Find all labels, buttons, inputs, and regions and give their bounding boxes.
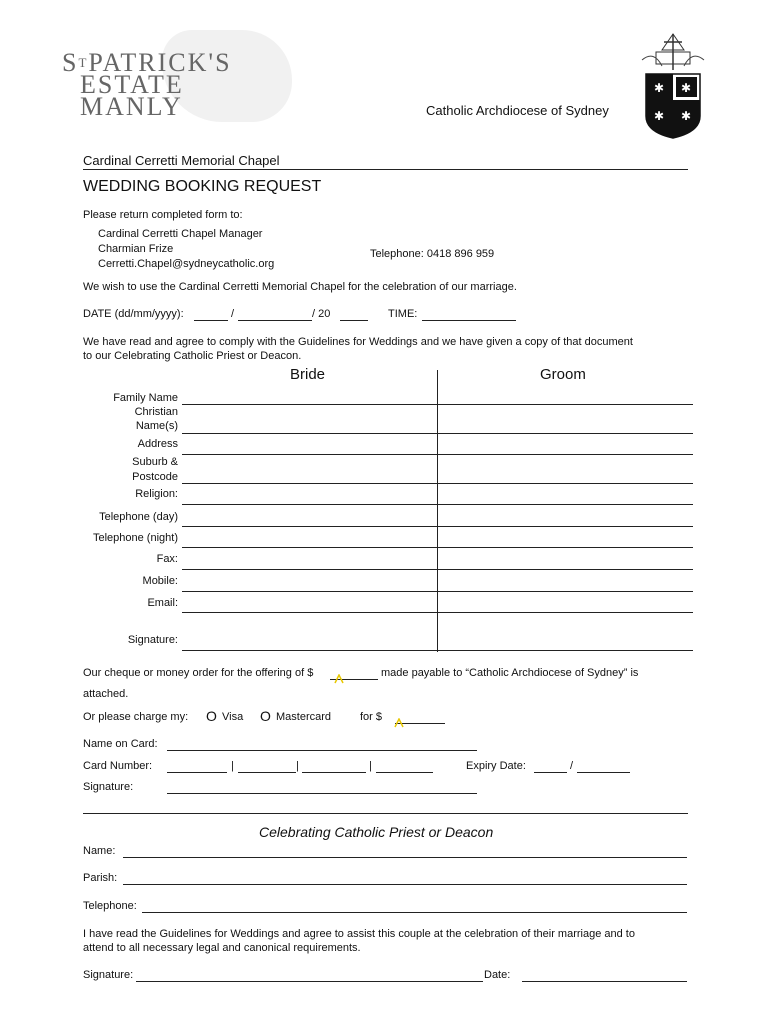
label-signature: Signature:	[127, 634, 178, 646]
fax-field[interactable]	[182, 569, 693, 570]
tel-night-field[interactable]	[182, 547, 693, 548]
label-mobile: Mobile:	[142, 575, 178, 587]
return-telephone: Telephone: 0418 896 959	[370, 248, 495, 260]
priest-signature-field[interactable]	[136, 981, 483, 982]
name-on-card-field[interactable]	[167, 750, 477, 751]
priest-signature-label: Signature:	[83, 969, 134, 981]
mobile-field[interactable]	[182, 591, 693, 592]
charge-label: Or please charge my:	[83, 711, 189, 723]
chapel-name: Cardinal Cerretti Memorial Chapel	[83, 153, 280, 168]
family-name-field[interactable]	[182, 404, 693, 405]
priest-statement-1: I have read the Guidelines for Weddings and agree to assist this couple at the celebration of their marriage and to	[83, 928, 635, 940]
time-field[interactable]	[422, 320, 516, 321]
priest-telephone-label: Telephone:	[83, 900, 137, 912]
suburb-postcode-field[interactable]	[182, 483, 693, 484]
label-postcode: Postcode	[132, 471, 178, 483]
religion-field[interactable]	[182, 504, 693, 505]
visa-label: Visa	[222, 711, 244, 723]
card-signature-label: Signature:	[83, 781, 134, 793]
visa-radio[interactable]: O	[206, 708, 217, 724]
marker-icon	[394, 715, 404, 725]
card-separator: |	[231, 760, 234, 772]
priest-heading: Celebrating Catholic Priest or Deacon	[259, 824, 494, 840]
address-field[interactable]	[182, 454, 693, 455]
parish-field[interactable]	[123, 884, 687, 885]
agreement-line-1: We have read and agree to comply with the Guidelines for Weddings and we have given a copy of that document	[83, 336, 633, 348]
date-day-field[interactable]	[194, 320, 228, 321]
date-label: DATE (dd/mm/yyyy):	[83, 308, 184, 320]
logo-line-2: ESTATE	[80, 70, 184, 99]
archdiocese-crest-icon	[634, 30, 712, 142]
label-christian: Christian	[134, 406, 178, 418]
header-rule	[83, 169, 688, 170]
attached-text: attached.	[83, 688, 129, 700]
label-suburb: Suburb &	[132, 456, 178, 468]
groom-heading: Groom	[540, 366, 586, 383]
date-year-field[interactable]	[340, 320, 368, 321]
priest-statement-2: attend to all necessary legal and canonical requirements.	[83, 942, 361, 954]
mastercard-label: Mastercard	[276, 711, 332, 723]
charge-amount-label: for $	[360, 711, 383, 723]
priest-telephone-field[interactable]	[142, 912, 687, 913]
column-divider	[437, 370, 438, 652]
svg-text:✱: ✱	[680, 109, 692, 123]
email-field[interactable]	[182, 612, 693, 613]
parish-label: Parish:	[83, 872, 118, 884]
svg-text:✱: ✱	[680, 81, 692, 95]
form-title: WEDDING BOOKING REQUEST	[83, 178, 322, 195]
cheque-text-1: Our cheque or money order for the offering of $	[83, 667, 314, 679]
tel-day-field[interactable]	[182, 526, 693, 527]
return-recipient: Cardinal Cerretti Chapel Manager	[98, 228, 263, 240]
label-address: Address	[137, 438, 178, 450]
agreement-line-2: to our Celebrating Catholic Priest or Deacon.	[83, 350, 302, 362]
card-number-group-3[interactable]	[302, 772, 366, 773]
priest-name-label: Name:	[83, 845, 116, 857]
expiry-month-field[interactable]	[534, 772, 567, 773]
priest-name-field[interactable]	[123, 857, 687, 858]
date-month-field[interactable]	[238, 320, 312, 321]
label-religion: Religion:	[135, 488, 178, 500]
label-email: Email:	[147, 597, 178, 609]
card-separator: |	[369, 760, 372, 772]
card-number-group-4[interactable]	[376, 772, 433, 773]
svg-text:✱: ✱	[653, 81, 665, 95]
return-intro: Please return completed form to:	[83, 209, 243, 221]
date-year-prefix: / 20	[312, 308, 331, 320]
logo-line-3: MANLY	[80, 92, 183, 121]
name-on-card-label: Name on Card:	[83, 738, 158, 750]
marker-icon	[334, 671, 344, 681]
card-signature-field[interactable]	[167, 793, 477, 794]
label-names: Name(s)	[135, 420, 178, 432]
time-label: TIME:	[388, 308, 418, 320]
card-number-group-2[interactable]	[238, 772, 296, 773]
date-separator: /	[231, 308, 235, 320]
expiry-year-field[interactable]	[577, 772, 630, 773]
bride-heading: Bride	[290, 366, 326, 383]
return-email: Cerretti.Chapel@sydneycatholic.org	[98, 258, 275, 270]
card-number-label: Card Number:	[83, 760, 153, 772]
card-number-group-1[interactable]	[167, 772, 227, 773]
card-separator: |	[296, 760, 299, 772]
cheque-text-2: made payable to “Catholic Archdiocese of Sydney” is	[381, 667, 639, 679]
label-family-name: Family Name	[113, 392, 178, 404]
archdiocese-name: Catholic Archdiocese of Sydney	[426, 103, 609, 118]
label-tel-day: Telephone (day)	[99, 511, 178, 523]
priest-date-field[interactable]	[522, 981, 687, 982]
section-divider	[83, 813, 688, 814]
priest-date-label: Date:	[484, 969, 511, 981]
signature-field[interactable]	[182, 650, 693, 651]
expiry-separator: /	[570, 760, 574, 772]
expiry-label: Expiry Date:	[466, 760, 526, 772]
label-tel-night: Telephone (night)	[92, 532, 178, 544]
return-contact-name: Charmian Frize	[98, 243, 174, 255]
svg-text:✱: ✱	[653, 109, 665, 123]
christian-names-field[interactable]	[182, 433, 693, 434]
wish-statement: We wish to use the Cardinal Cerretti Memorial Chapel for the celebration of our marriage.	[83, 281, 517, 293]
mastercard-radio[interactable]: O	[260, 708, 271, 724]
label-fax: Fax:	[156, 553, 178, 565]
estate-logo	[62, 30, 292, 122]
logo-line-1: $S^TPATRICK'S$	[62, 48, 232, 77]
